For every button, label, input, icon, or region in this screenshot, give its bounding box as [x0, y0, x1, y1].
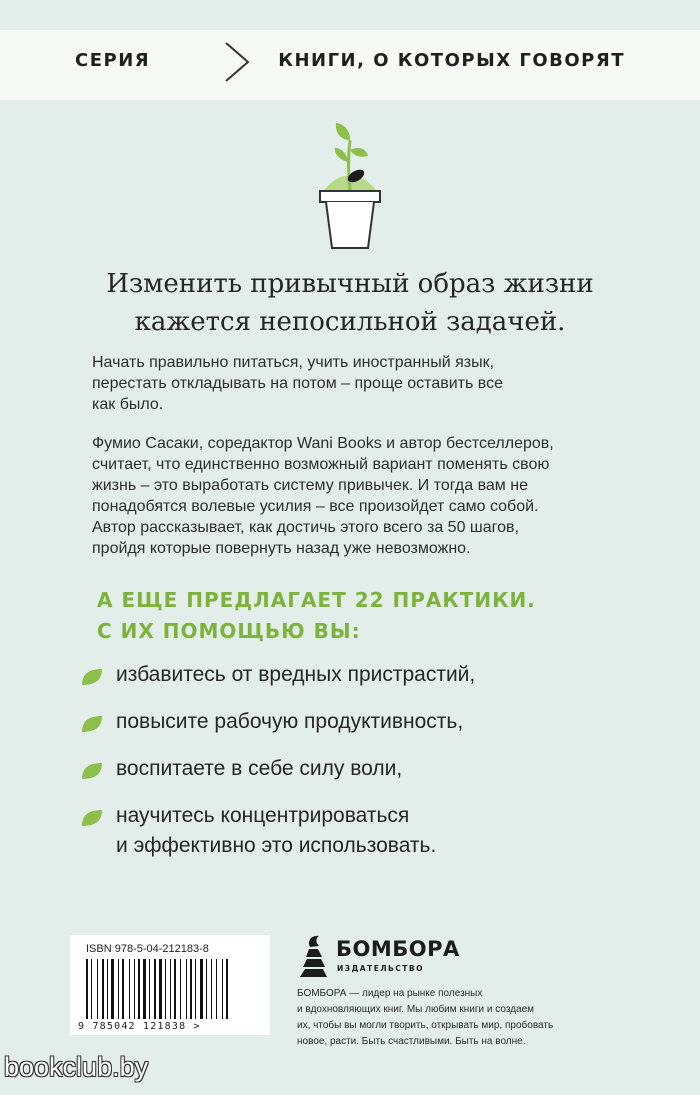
isbn-label: ISBN 978-5-04-212183-8 [86, 943, 209, 955]
list-item-text: и эффективно это использовать. [116, 834, 437, 857]
watermark: bookclub.by [4, 1052, 149, 1082]
paragraph-line: Автор рассказывает, как достичь этого всего за 50 шагов, [92, 519, 519, 536]
list-item-text: научитесь концентрироваться [116, 804, 410, 827]
headline [0, 265, 700, 341]
series-name: КНИГИ, О КОТОРЫХ ГОВОРЯТ [278, 50, 625, 71]
description-line: их, чтобы вы могли творить, открывать мир, пробовать [297, 1020, 554, 1031]
publisher-description [297, 986, 637, 1050]
publisher-subtitle: ИЗДАТЕЛЬСТВО [337, 964, 424, 973]
leaf-icon [80, 667, 104, 687]
barcode-icon [84, 959, 256, 1021]
chevron-right-icon [220, 40, 254, 84]
leaf-icon [80, 808, 104, 828]
paragraph-line: Фумио Сасаки, соредактор Wani Books и автор бестселлеров, [92, 435, 554, 452]
author-paragraph [92, 433, 627, 559]
paragraph-line: жизнь – это выработать систему привычек. И тогда вам не [92, 477, 528, 494]
callout-line: А ЕЩЕ ПРЕДЛАГАЕТ 22 ПРАКТИКИ. [97, 588, 536, 612]
sprout-in-pot-icon [310, 118, 390, 253]
list-item-text: повысите рабочую продуктивность, [116, 710, 464, 733]
leaf-icon [80, 761, 104, 781]
barcode-box [70, 935, 270, 1035]
series-label: СЕРИЯ [75, 50, 151, 71]
intro-paragraph [92, 352, 627, 415]
publisher-name: БОМБОРА [336, 937, 460, 961]
paragraph-line: Начать правильно питаться, учить иностранный язык, [92, 354, 495, 371]
practices-callout [97, 585, 617, 647]
paragraph-line: перестать откладывать на потом – проще оставить все [92, 375, 503, 392]
barcode-number: 9 785042 121838 > [78, 1021, 201, 1032]
description-line: новое, расти. Быть счастливыми. Быть на волне. [297, 1036, 526, 1047]
list-item [80, 754, 640, 784]
list-item-text: воспитаете в себе силу воли, [116, 757, 403, 780]
paragraph-line: пройдя которые повернуть назад уже невозможно. [92, 540, 471, 557]
description-line: БОМБОРА — лидер на рынке полезных [297, 988, 483, 999]
leaf-icon [80, 714, 104, 734]
headline-line: Изменить привычный образ жизни [106, 269, 594, 299]
list-item-text: избавитесь от вредных пристрастий, [116, 663, 476, 686]
paragraph-line: считает, что единственно возможный вариант поменять свою [92, 456, 550, 473]
benefits-list [80, 660, 640, 878]
list-item [80, 801, 640, 861]
paragraph-line: как было. [92, 396, 164, 413]
headline-line: кажется непосильной задачей. [134, 307, 566, 337]
description-line: и вдохновляющих книг. Мы любим книги и создаем [297, 1004, 535, 1015]
callout-line: С ИХ ПОМОЩЬЮ ВЫ: [97, 619, 361, 643]
paragraph-line: понадобятся волевые усилия – все произойдет само собой. [92, 498, 539, 515]
bombora-logo [297, 933, 331, 981]
list-item [80, 707, 640, 737]
list-item [80, 660, 640, 690]
